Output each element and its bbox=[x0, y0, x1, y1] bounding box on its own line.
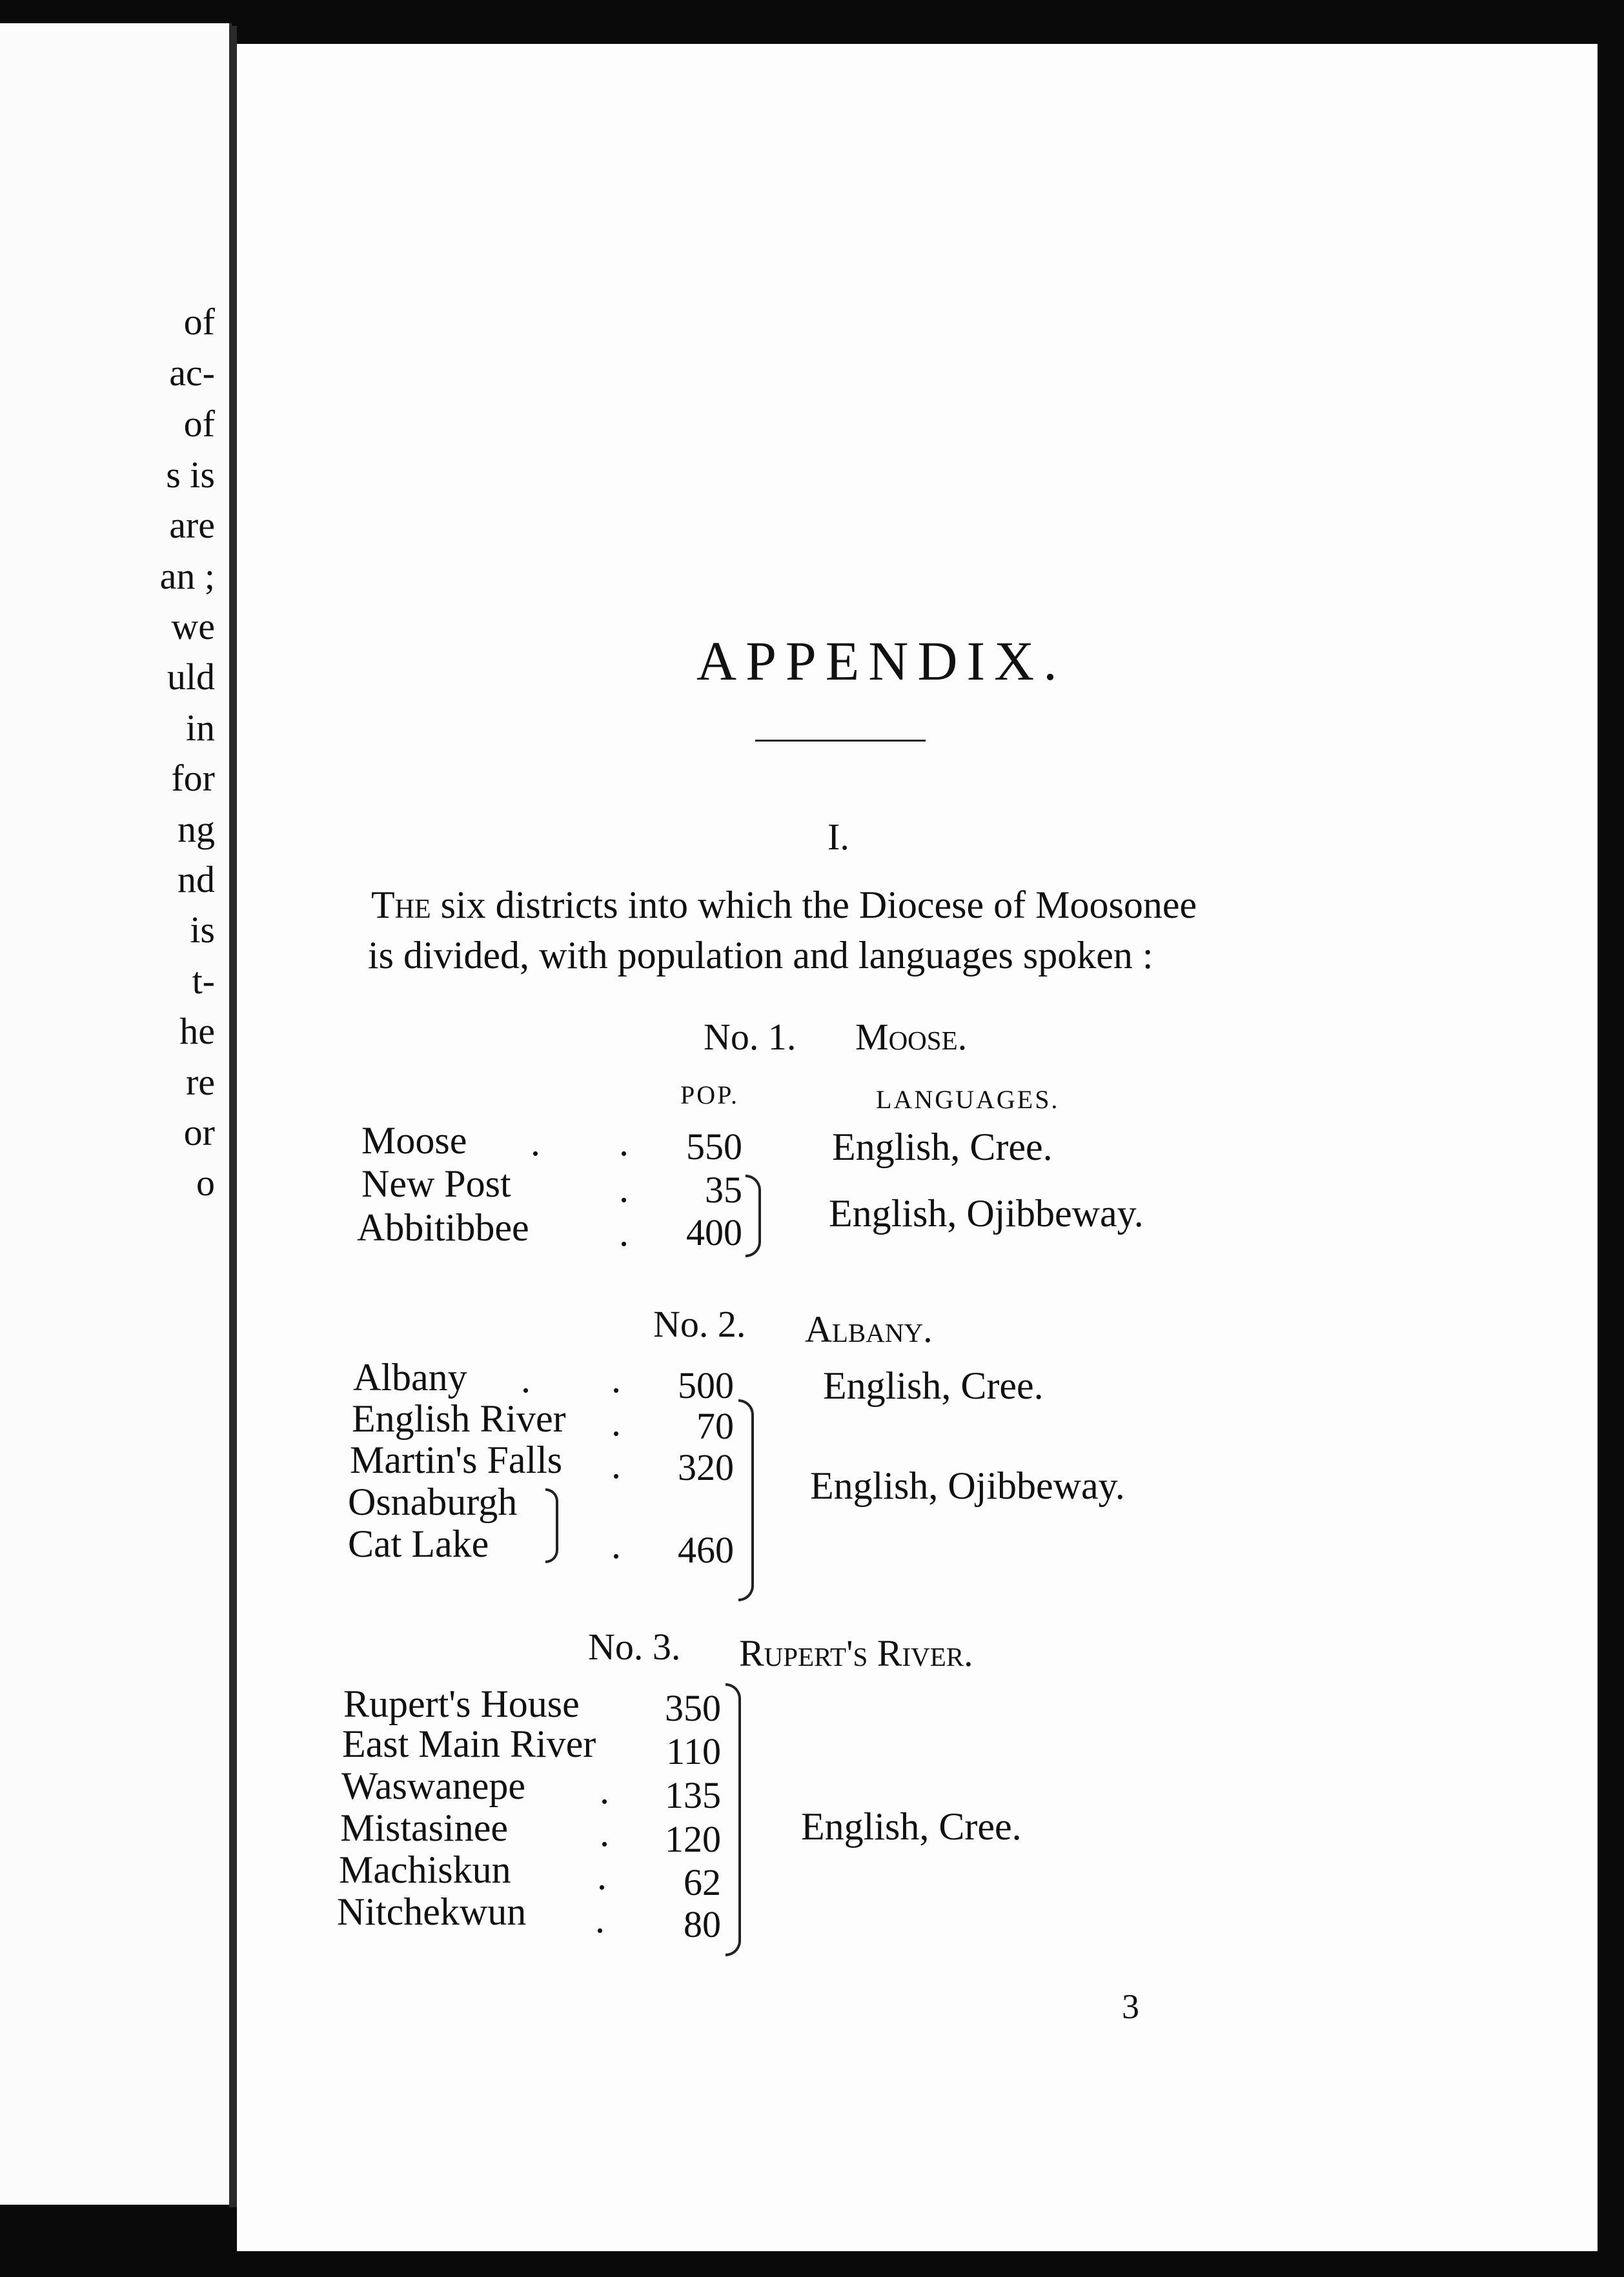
appendix-page bbox=[237, 44, 1598, 2251]
district-number: No. 2. bbox=[653, 1303, 746, 1345]
languages-value: English, Ojibbeway. bbox=[810, 1464, 1125, 1507]
facing-text-line: ac- bbox=[169, 352, 215, 394]
place-name: English River bbox=[352, 1397, 566, 1440]
leader-dot: . bbox=[597, 1855, 607, 1898]
languages-value: English, Ojibbeway. bbox=[829, 1192, 1144, 1235]
group-brace bbox=[746, 1175, 761, 1257]
population-value: 80 bbox=[684, 1903, 721, 1945]
place-name: Waswanepe bbox=[341, 1765, 526, 1807]
district-number: No. 1. bbox=[704, 1016, 797, 1058]
leader-dot: . bbox=[619, 1121, 629, 1164]
facing-text-line: o bbox=[196, 1162, 215, 1204]
place-name: Cat Lake bbox=[348, 1523, 489, 1565]
leader-dot: . bbox=[619, 1168, 629, 1210]
languages-value: English, Cree. bbox=[832, 1126, 1053, 1168]
facing-text-line: we bbox=[171, 605, 215, 647]
place-name: Moose bbox=[361, 1119, 467, 1162]
place-name: East Main River bbox=[342, 1723, 596, 1765]
facing-text-line: he bbox=[179, 1010, 215, 1052]
group-brace bbox=[726, 1683, 741, 1956]
population-value: 62 bbox=[684, 1861, 721, 1903]
district-name: Moose. bbox=[855, 1016, 968, 1058]
leader-dot: . bbox=[600, 1812, 609, 1854]
place-name: Mistasinee bbox=[340, 1806, 508, 1849]
facing-text-line: ng bbox=[178, 808, 215, 850]
leader-dot: . bbox=[531, 1121, 540, 1164]
title-rule bbox=[755, 740, 926, 742]
place-name: New Post bbox=[361, 1162, 511, 1205]
intro-rest: six districts into which the Diocese of Moosonee bbox=[431, 884, 1197, 926]
leader-dot: . bbox=[619, 1211, 629, 1254]
facing-text-line: nd bbox=[178, 858, 215, 900]
facing-text-line: uld bbox=[167, 656, 215, 698]
facing-text-line: re bbox=[185, 1061, 215, 1103]
facing-text-line: or bbox=[183, 1111, 215, 1153]
group-brace bbox=[545, 1488, 558, 1563]
place-name: Martin's Falls bbox=[350, 1439, 563, 1481]
languages-value: English, Cree. bbox=[823, 1364, 1044, 1407]
leader-dot: . bbox=[611, 1401, 621, 1444]
facing-text-line: is bbox=[190, 909, 215, 951]
population-value: 500 bbox=[678, 1364, 734, 1406]
leader-dot: . bbox=[521, 1358, 531, 1401]
population-value: 400 bbox=[686, 1211, 742, 1253]
page-title: APPENDIX. bbox=[696, 630, 1066, 692]
column-header-languages: LANGUAGES. bbox=[876, 1085, 1060, 1114]
district-number: No. 3. bbox=[588, 1626, 681, 1668]
leader-dot: . bbox=[600, 1769, 609, 1812]
leader-dot: . bbox=[595, 1898, 605, 1941]
facing-page bbox=[0, 23, 232, 2205]
place-name: Albany bbox=[353, 1356, 467, 1399]
group-brace bbox=[738, 1399, 754, 1601]
languages-value: English, Cree. bbox=[801, 1805, 1022, 1848]
population-value: 35 bbox=[705, 1169, 742, 1211]
population-value: 350 bbox=[665, 1687, 721, 1729]
population-value: 320 bbox=[678, 1446, 734, 1488]
facing-text-line: s is bbox=[166, 454, 215, 496]
place-name: Rupert's House bbox=[343, 1683, 580, 1725]
place-name: Abbitibbee bbox=[357, 1206, 529, 1249]
page-number: 3 bbox=[1122, 1987, 1139, 2026]
column-header-pop: POP. bbox=[680, 1080, 739, 1109]
population-value: 110 bbox=[666, 1730, 721, 1772]
place-name: Osnaburgh bbox=[348, 1481, 518, 1523]
place-name: Nitchekwun bbox=[337, 1890, 527, 1933]
facing-text-line: an ; bbox=[159, 555, 215, 597]
leader-dot: . bbox=[611, 1444, 621, 1486]
section-number: I. bbox=[827, 816, 849, 858]
population-value: 460 bbox=[678, 1529, 734, 1571]
district-name: Rupert's River. bbox=[739, 1632, 973, 1674]
book-gutter bbox=[229, 26, 237, 2207]
facing-text-line: of bbox=[183, 301, 215, 343]
leader-dot: . bbox=[611, 1358, 621, 1401]
intro-first-word: The bbox=[371, 884, 431, 926]
place-name: Machiskun bbox=[339, 1848, 511, 1891]
population-value: 120 bbox=[665, 1818, 721, 1860]
facing-text-line: are bbox=[169, 504, 215, 546]
district-name: Albany. bbox=[805, 1308, 933, 1350]
facing-text-line: in bbox=[185, 707, 215, 749]
facing-text-line: for bbox=[171, 757, 215, 799]
intro-line-2: is divided, with population and languages spoken : bbox=[368, 934, 1153, 977]
facing-text-line: of bbox=[183, 403, 215, 445]
facing-text-line: t- bbox=[192, 960, 215, 1002]
population-value: 550 bbox=[686, 1126, 742, 1168]
population-value: 70 bbox=[696, 1405, 734, 1447]
population-value: 135 bbox=[665, 1774, 721, 1816]
intro-line-1 bbox=[371, 883, 1197, 927]
leader-dot: . bbox=[611, 1524, 621, 1566]
